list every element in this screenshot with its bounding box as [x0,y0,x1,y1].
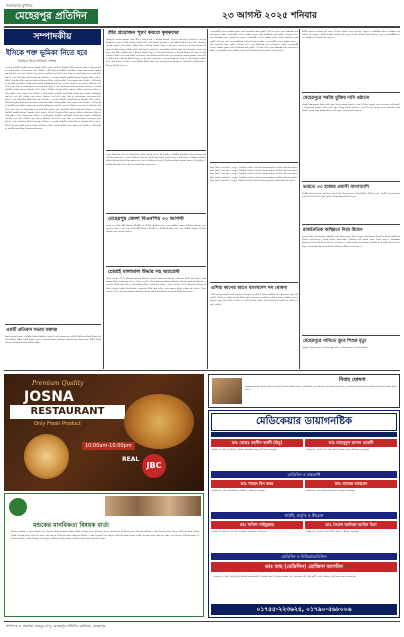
editorial-title: ইসিকে শক্ত ভূমিকা নিতে হবে [6,49,88,57]
doctor-name: ডাঃ সৈয়দা আনিকা আমিন মিমা [305,521,397,529]
restaurant-ad [4,374,204,491]
col3-headline-1: এশিয়া কাপের আগে বাংলাদেশ দল ঘোষণা [211,286,288,291]
col2-headline-1: তীর প্রয়োজন পূরণ করতে কৃষকদের [108,30,179,36]
doctor-row-3 [211,521,397,551]
col3-body-1: এলাকাবাসী জানান, রাস্তার বেহাল দশায় যাতায়াতে চরম দুর্ভোগ পোহাতে হচ্ছে। দ্রুত সংস্কারের দাবি জানিয়েছেন তারা। এলাকাবাসী জানান, রাস্তার বেহাল দশায় যাতায়াতে চরম দুর্ভোগ পোহাতে হচ্ছে। দ্রুত সংস্কারের দাবি জানিয়েছেন তারা। এলাকাবাসী জানান, রাস্তার বেহাল দশায় যাতায়াতে চরম দুর্ভোগ পোহাতে হচ্ছে। দ্রুত সংস্কারের দাবি জানিয়েছেন তারা। এলাকাবাসী জানান, রাস্তার বেহাল দশায় যাতায়াতে চরম দুর্ভোগ পোহাতে হচ্ছে। দ্রুত সংস্কারের দাবি জানিয়েছেন তারা। এলাকাবাসী জানান, রাস্তার বেহাল দশায় যাতায়াতে চরম দুর্ভোগ পোহাতে হচ্ছে। দ্রুত সংস্কারের দাবি জানিয়েছেন তারা। এলাকাবাসী জানান, রাস্তার বেহাল দশায় যাতায়াতে চরম দুর্ভোগ পোহাতে হচ্ছে। [210,30,298,53]
doctor-credentials: এমবিবিএস, এফসিপিএস (গাইনী), প্রসূতি ও স্ত্রীরোগ বিশেষজ্ঞ। [305,530,359,533]
notice-title: বিবাহ ঘোষণা [339,377,366,383]
diagnostic-ad [208,410,400,618]
restaurant-name-2: RESTAURANT [10,405,125,419]
doctor-credentials: এমবিবিএস, বিসিএস, মেডিসিন বিশেষজ্ঞ, জেনারেল হাসপাতাল। [211,530,267,533]
doctor-name: ডাঃ তারেক আহমেদ [305,480,397,488]
col3-body-2: স্বাস্থ্য বিভাগ জানিয়েছে, ডেঙ্গু পরিস্থিতি নিয়ন্ত্রণে রাখতে সচেতনতামূলক কার্যক্রম অব্যাহত রয়েছে। স্বাস্থ্য বিভাগ জানিয়েছে, ডেঙ্গু পরিস্থিতি নিয়ন্ত্রণে রাখতে সচেতনতামূলক কার্যক্রম অব্যাহত রয়েছে। স্বাস্থ্য বিভাগ জানিয়েছে, ডেঙ্গু পরিস্থিতি নিয়ন্ত্রণে রাখতে সচেতনতামূলক কার্যক্রম অব্যাহত রয়েছে। স্বাস্থ্য বিভাগ জানিয়েছে, ডেঙ্গু পরিস্থিতি নিয়ন্ত্রণে রাখতে সচেতনতামূলক কার্যক্রম অব্যাহত রয়েছে। স্বাস্থ্য বিভাগ জানিয়েছে, ডেঙ্গু পরিস্থিতি নিয়ন্ত্রণে রাখতে সচেতনতামূলক কার্যক্রম অব্যাহত রয়েছে। [210,166,298,182]
col2-body-4: পুলিশ জানায়, গোপন সংবাদের ভিত্তিতে অভিযান চালিয়ে চোরাই মালামালসহ একজনকে আটক করা হয়েছে। তার বিরুদ্ধে মামলা দায়ের করা হয়েছে। পুলিশ জানায়, গোপন সংবাদের ভিত্তিতে অভিযান চালিয়ে চোরাই মালামালসহ একজনকে আটক করা হয়েছে। তার বিরুদ্ধে মামলা দায়ের করা হয়েছে। পুলিশ জানায়, গোপন সংবাদের ভিত্তিতে অভিযান চালিয়ে চোরাই মালামালসহ একজনকে আটক করা হয়েছে। তার বিরুদ্ধে মামলা দায়ের করা হয়েছে। পুলিশ জানায়, গোপন সংবাদের ভিত্তিতে অভিযান চালিয়ে চোরাই মালামালসহ একজনকে আটক করা হয়েছে। [106,277,206,293]
doctor-name: ডাঃ খালিদ সাইফুল্লাহ [211,521,303,529]
col4-headline-4: মেহেরপুরে পানিতে ডুবে শিশুর মৃত্যু [303,339,367,344]
masthead [4,3,400,25]
col4-headline-2: ভারতে ৩৩ হাজার প্রবাসী বাংলাদেশি [303,185,369,190]
col2-headline-2: মেহেরপুর জেলা বিএনপির ৩০ আগস্ট [108,216,184,222]
col4-headline-3: রাজনৈতিক অস্থিরতা নিয়ে উদ্বেগ [303,228,363,233]
humanity-ad [4,493,204,617]
doctor-credentials: এমবিবিএস, বিসিএস (স্বাস্থ্য), মেডিসিন বিশেষজ্ঞ, সদর হাসপাতাল মেহেরপুর। [211,448,278,451]
specialty-banner: গাইনী, প্রসূতি ও স্ত্রীরোগ [211,512,397,519]
col4-body-3: প্রবাসী বাংলাদেশিদের নিরাপত্তা নিয়ে উদ্বেগ প্রকাশ করেছে মানবাধিকার সংগঠনগুলো। প্রবাসী বাংলাদেশিদের নিরাপত্তা নিয়ে উদ্বেগ প্রকাশ করেছে মানবাধিকার সংগঠনগুলো। [302,192,400,199]
restaurant-real-label: REAL [122,456,140,463]
humanity-logo [9,498,27,516]
col3-body-3: এশিয়া কাপকে সামনে রেখে বাংলাদেশ ক্রিকেট দল ঘোষণা করেছে বিসিবি। দলে কয়েকজন নতুন মুখ জায়গা পেয়েছেন। এশিয়া কাপকে সামনে রেখে বাংলাদেশ ক্রিকেট দল ঘোষণা করেছে বিসিবি। দলে কয়েকজন নতুন মুখ জায়গা পেয়েছেন। এশিয়া কাপকে সামনে রেখে বাংলাদেশ ক্রিকেট দল ঘোষণা করেছে বিসিবি। [210,293,298,306]
col2-body-2: জেলা প্রশাসনের উদ্যোগে আয়োজিত সভায় বক্তারা বলেন, আইনশৃঙ্খলা পরিস্থিতি স্বাভাবিক রাখতে সবাইকে সহযোগিতা করতে হবে। জেলা প্রশাসনের উদ্যোগে আয়োজিত সভায় বক্তারা বলেন, আইনশৃঙ্খলা পরিস্থিতি স্বাভাবিক রাখতে সবাইকে সহযোগিতা করতে হবে। জেলা প্রশাসনের উদ্যোগে আয়োজিত সভায় বক্তারা বলেন, আইনশৃঙ্খলা পরিস্থিতি স্বাভাবিক রাখতে সবাইকে সহযোগিতা করতে হবে। [106,153,206,166]
col2-body-3: জেলা বিএনপির কর্মী সমাবেশ আগামী ৩০ আগস্ট অনুষ্ঠিত হবে। এতে কেন্দ্রীয় নেতৃবৃন্দ উপস্থিত থাকবেন বলে জানানো হয়েছে। জেলা বিএনপির কর্মী সমাবেশ আগামী ৩০ আগস্ট অনুষ্ঠিত হবে। এতে কেন্দ্রীয় নেতৃবৃন্দ উপস্থিত থাকবেন বলে জানানো হয়েছে। [106,224,206,234]
diagnostic-address: এমবিবিএস, এমডি (মেডিসিন), সিনিয়র কনসালটেন্ট, মেডিসিন বিভাগ। প্রতিদিন বিকাল ৩টা থেকে রাত ৯টা পর্যন্ত রোগী দেখেন। ঠিকানা: হাসপাতাল রোড, মেহেরপুর। [213,575,356,578]
footer-imprint: সম্পাদক ও প্রকাশক: মাহবুব চান্দু, মেহেরপুর প্রতিদিন কার্যালয়, মেহেরপুর [6,624,106,628]
restaurant-tagline: Only Fresh Product [34,421,81,427]
specialty-banner: মেডিসিন ও নিউরোমেডিসিন [211,553,397,560]
doctor-row-1 [211,439,397,469]
humanity-body: সমাজের অসহায় ও দরিদ্র মানুষের পাশে দাঁড়ানো আমাদের সবার নৈতিক দায়িত্ব। মানবিক কাজে অংশগ্রহণ করুন এবং অন্যকে উৎসাহিত করুন। সমাজের অসহায় ও দরিদ্র মানুষের পাশে দাঁড়ানো আমাদের সবার নৈতিক দায়িত্ব। মানবিক কাজে অংশগ্রহণ করুন এবং অন্যকে উৎসাহিত করুন। সমাজের অসহায় ও দরিদ্র মানুষের পাশে দাঁড়ানো আমাদের সবার নৈতিক দায়িত্ব। মানবিক কাজে অংশগ্রহণ করুন এবং অন্যকে উৎসাহিত করুন। সমাজের অসহায় ও দরিদ্র মানুষের পাশে দাঁড়ানো আমাদের সবার নৈতিক দায়িত্ব। মানবিক কাজে অংশগ্রহণ করুন। [11,530,199,541]
marriage-notice [208,374,400,408]
col4-body-1: স্থানীয় বাজারে সবজির দাম বেড়ে যাওয়ায় সাধারণ মানুষ বিপাকে পড়েছেন। ব্যবসায়ীরা বলছেন সরবরাহ কম থাকায় দাম বেড়েছে। স্থানীয় বাজারে সবজির দাম বেড়ে যাওয়ায় সাধারণ মানুষ বিপাকে পড়েছেন। ব্যবসায়ীরা বলছেন সরবরাহ কম থাকায় দাম বেড়েছে। [302,30,400,40]
humanity-title: মন্ডকের মানবিকতা বিষয়ক বার্তা [33,522,109,529]
col4-headline-1: মেহেরপুরে সবজি মুক্তির দাবি ওঠানো [303,96,370,101]
editorial-heading: সম্পাদকীয় [4,29,101,45]
masthead-title: মেহেরপুর প্রতিদিন [4,9,98,24]
food-bowl-image [24,434,69,479]
doctor-credentials: এমবিবিএস, এমডি (নিউরোমেডিসিন), স্নায়ুরোগ বিশেষজ্ঞ। [305,489,356,492]
specialty-banner: মেডিসিন ও বক্ষব্যাধি [211,471,397,478]
special-doctor: ডাঃ তাহ (মেডিসিন) রোজিনা আসমিন [211,562,397,572]
col2-body-1: মেহেরপুর জেলার কৃষকরা এবার আমন মৌসুমে সার ও বীজের সংকটে পড়েছেন। অনেকেই জানিয়েছেন বাজারে সারের দাম বেড়ে যাওয়ায় চাষাবাদে সমস্যা হচ্ছে। কৃষি বিভাগ জানিয়েছে, দ্রুত সমস্যার সমাধান করা হবে। মেহেরপুর জেলার কৃষকরা এবার আমন মৌসুমে সার ও বীজের সংকটে পড়েছেন। অনেকেই জানিয়েছেন বাজারে সারের দাম বেড়ে যাওয়ায় চাষাবাদে সমস্যা হচ্ছে। কৃষি বিভাগ জানিয়েছে, দ্রুত সমস্যার সমাধান করা হবে। মেহেরপুর জেলার কৃষকরা এবার আমন মৌসুমে সার ও বীজের সংকটে পড়েছেন। অনেকেই জানিয়েছেন বাজারে সারের দাম বেড়ে যাওয়ায় চাষাবাদে সমস্যা হচ্ছে। কৃষি বিভাগ জানিয়েছে, দ্রুত সমস্যার সমাধান করা হবে। মেহেরপুর জেলার কৃষকরা এবার আমন মৌসুমে সার ও বীজের সংকটে পড়েছেন। অনেকেই জানিয়েছেন বাজারে সারের দাম বেড়ে যাওয়ায় চাষাবাদে সমস্যা হচ্ছে। কৃষি বিভাগ জানিয়েছে, দ্রুত সমস্যার সমাধান করা হবে। মেহেরপুর জেলার কৃষকরা এবার আমন মৌসুমে সার ও বীজের সংকটে পড়েছেন। [106,38,206,67]
restaurant-jbc-badge: JBC [142,454,166,478]
masthead-date: ২৩ আগস্ট ২০২৫ শনিবার [222,11,317,21]
restaurant-premium: Premium Quality [32,380,84,387]
doctor-credentials: এমবিবিএস, এমডি (মেডিসিন), মেডিসিন ও বক্ষব্যাধি বিশেষজ্ঞ। [211,489,266,492]
editorial-byline: নির্বাচন নিয়ে সাধারণ সংশয় [18,59,57,63]
col2-headline-3: চোরাই মালামাল উদ্ধার সহ অ্যারেস্ট [108,269,180,275]
notice-body: মেহেরপুর শহরের বিশিষ্ট ব্যক্তির কন্যার সাথে বিবাহ সম্পন্ন হয়েছে। নবদম্পতির জন্য সকলের দোয়া কামনা করা হয়েছে। মেহেরপুর শহরের বিশিষ্ট ব্যক্তির কন্যার সাথে বিবাহ সম্পন্ন হয়েছে। [245,385,397,392]
doctor-name: ডাঃ মোহাঃ মহসীন আলী (হিমু) [211,439,303,447]
col4-body-4: দেশের চলমান রাজনৈতিক পরিস্থিতি নিয়ে বিভিন্ন মহলে উদ্বেগ বাড়ছে। বিশেষজ্ঞরা সংলাপের মাধ্যমে সমাধানের আহ্বান জানিয়েছেন। দেশের চলমান রাজনৈতিক পরিস্থিতি নিয়ে বিভিন্ন মহলে উদ্বেগ বাড়ছে। বিশেষজ্ঞরা সংলাপের মাধ্যমে সমাধানের আহ্বান জানিয়েছেন। দেশের চলমান রাজনৈতিক পরিস্থিতি নিয়ে বিভিন্ন মহলে উদ্বেগ বাড়ছে। বিশেষজ্ঞরা সংলাপের মাধ্যমে সমাধানের আহ্বান জানিয়েছেন। [302,235,400,248]
diagnostic-phone: ০১৭৫৫-২২৩৬২৪, ০১৭৯০-৫৬৮০০৬ [211,604,397,615]
restaurant-hours: 10:00am-10:00pm [82,442,135,450]
restaurant-name: JOSNA [24,389,74,405]
masthead-kicker: জনগণের মুখপত্র [6,3,33,8]
editorial-foot-headline: একটি প্রতিবাদ সভায় বক্তারা [6,328,58,333]
couple-photo [212,378,242,404]
col4-body-2: মেহেরপুরের কৃষকরা সবজি চাষে নতুন পদ্ধতি ব্যবহার করছেন। এতে উৎপাদন বেড়েছে বলে জানিয়েছে কৃষি বিভাগ। মেহেরপুরের কৃষকরা সবজি চাষে নতুন পদ্ধতি ব্যবহার করছেন। এতে উৎপাদন বেড়েছে বলে জানিয়েছে কৃষি বিভাগ। মেহেরপুরের কৃষকরা সবজি চাষে নতুন পদ্ধতি ব্যবহার করছেন। [302,103,400,113]
doctor-row-2 [211,480,397,510]
editorial-foot-body: সভায় বক্তারা বলেন, এলাকার উন্নয়নে সবাইকে একসাথে কাজ করতে হবে। স্থানীয় প্রশাসনের সহযোগিতায় সমস্যার সমাধান সম্ভব। সভায় বক্তারা বলেন, এলাকার উন্নয়নে সবাইকে একসাথে কাজ করতে হবে। স্থানীয় প্রশাসনের সহযোগিতায় সমস্যার সমাধান সম্ভব। [5,335,101,345]
col4-body-5: পুকুরের পানিতে ডুবে এক শিশুর মৃত্যু হয়েছে। পরিবারে চলছে শোকের মাতম। [302,346,368,349]
diagnostic-subtitle [211,432,397,437]
people-image [105,496,201,516]
diagnostic-title: মেডিকেয়ার ডায়াগনষ্টিক [211,413,397,431]
food-image [124,394,194,449]
doctor-name: ডাঃ শাহেদ বিন কমর [211,480,303,488]
doctor-credentials: এমবিবিএস, এফসিপিএস, শিশু রোগ বিশেষজ্ঞ, সদর হাসপাতাল মেহেরপুর। [305,448,370,451]
editorial-body: এদেশের নির্বাচনী ব্যবস্থায় অনেক পরিবর্তন আনা হয়েছে। সাধারণ মানুষের আস্থা ফেরাতে নির্বাচন কমিশনকে আরও কঠোর ভূমিকা পালন করতে হবে। প্রশাসন ও আইনশৃঙ্খলা বাহিনীর নিরপেক্ষতা নিশ্চিত করা জরুরি। ভোটারদের নিরাপত্তা এবং স্বচ্ছ প্রক্রিয়া ছাড়া কোনো নির্বাচনই গ্রহণযোগ্য হতে পারে না। রাজনৈতিক দলগুলোর মধ্যে সংলাপ এবং পারস্পরিক আস্থা তৈরি করা প্রয়োজন। এদেশের নির্বাচনী ব্যবস্থায় অনেক পরিবর্তন আনা হয়েছে। সাধারণ মানুষের আস্থা ফেরাতে নির্বাচন কমিশনকে আরও কঠোর ভূমিকা পালন করতে হবে। প্রশাসন ও আইনশৃঙ্খলা বাহিনীর নিরপেক্ষতা নিশ্চিত করা জরুরি। ভোটারদের নিরাপত্তা এবং স্বচ্ছ প্রক্রিয়া ছাড়া কোনো নির্বাচনই গ্রহণযোগ্য হতে পারে না। রাজনৈতিক দলগুলোর মধ্যে সংলাপ এবং পারস্পরিক আস্থা তৈরি করা প্রয়োজন। এদেশের নির্বাচনী ব্যবস্থায় অনেক পরিবর্তন আনা হয়েছে। সাধারণ মানুষের আস্থা ফেরাতে নির্বাচন কমিশনকে আরও কঠোর ভূমিকা পালন করতে হবে। প্রশাসন ও আইনশৃঙ্খলা বাহিনীর নিরপেক্ষতা নিশ্চিত করা জরুরি। ভোটারদের নিরাপত্তা এবং স্বচ্ছ প্রক্রিয়া ছাড়া কোনো নির্বাচনই গ্রহণযোগ্য হতে পারে না। রাজনৈতিক দলগুলোর মধ্যে সংলাপ এবং পারস্পরিক আস্থা তৈরি করা প্রয়োজন। এদেশের নির্বাচনী ব্যবস্থায় অনেক পরিবর্তন আনা হয়েছে। সাধারণ মানুষের আস্থা ফেরাতে নির্বাচন কমিশনকে আরও কঠোর ভূমিকা পালন করতে হবে। প্রশাসন ও আইনশৃঙ্খলা বাহিনীর নিরপেক্ষতা নিশ্চিত করা জরুরি। ভোটারদের নিরাপত্তা এবং স্বচ্ছ প্রক্রিয়া ছাড়া কোনো নির্বাচনই গ্রহণযোগ্য হতে পারে না। রাজনৈতিক দলগুলোর মধ্যে সংলাপ এবং পারস্পরিক আস্থা তৈরি করা প্রয়োজন। এদেশের নির্বাচনী ব্যবস্থায় অনেক পরিবর্তন আনা হয়েছে। সাধারণ মানুষের আস্থা ফেরাতে নির্বাচন কমিশনকে আরও কঠোর ভূমিকা পালন করতে হবে। প্রশাসন ও আইনশৃঙ্খলা বাহিনীর নিরপেক্ষতা নিশ্চিত করা জরুরি। ভোটারদের নিরাপত্তা এবং স্বচ্ছ প্রক্রিয়া ছাড়া কোনো নির্বাচনই গ্রহণযোগ্য হতে পারে না। রাজনৈতিক দলগুলোর মধ্যে সংলাপ এবং পারস্পরিক আস্থা তৈরি করা প্রয়োজন। এদেশের নির্বাচনী ব্যবস্থায় অনেক পরিবর্তন আনা হয়েছে। সাধারণ মানুষের আস্থা ফেরাতে নির্বাচন কমিশনকে আরও কঠোর ভূমিকা পালন করতে হবে। প্রশাসন ও আইনশৃঙ্খলা বাহিনীর নিরপেক্ষতা নিশ্চিত করা জরুরি। [5,66,101,130]
doctor-name: ডাঃ মাহাবুবুল হাসান মেহেদী [305,439,397,447]
